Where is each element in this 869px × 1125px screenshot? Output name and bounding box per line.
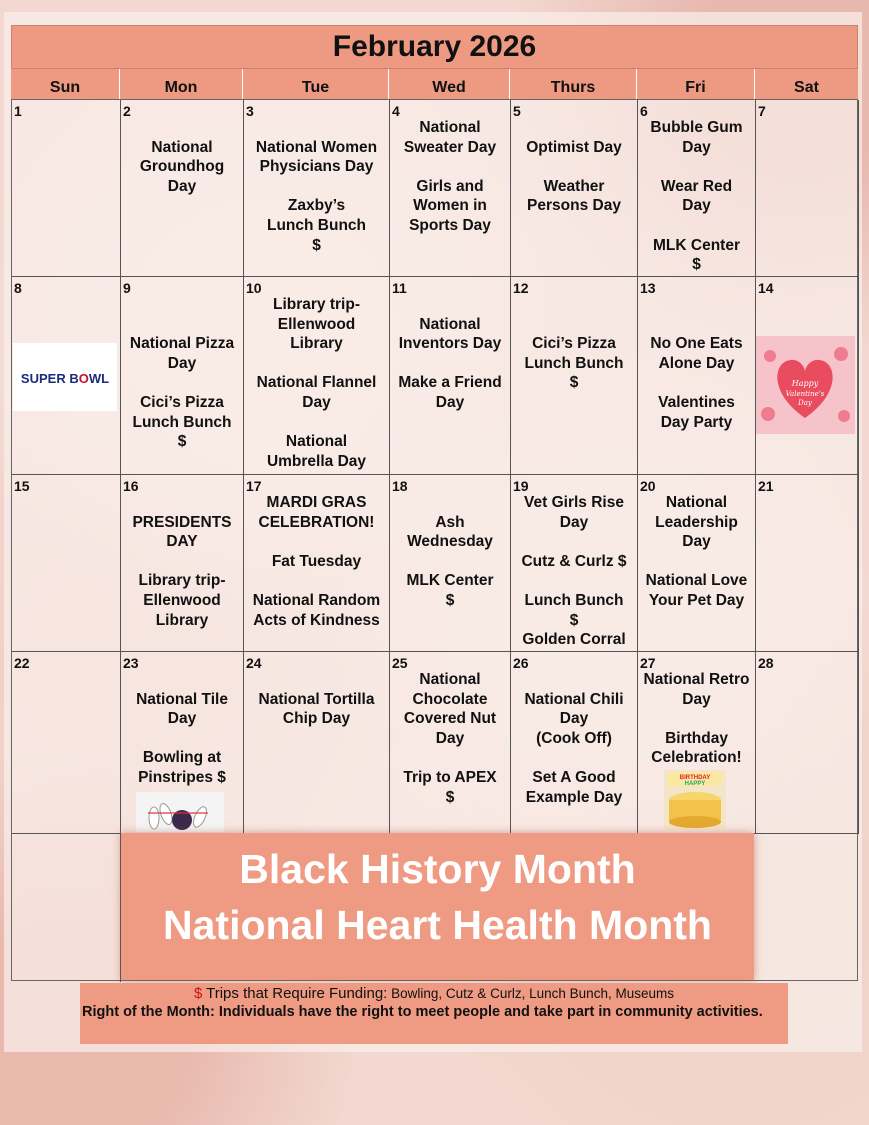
funding-label: Trips that Require Funding:	[206, 985, 388, 1002]
day-number: 13	[640, 280, 656, 296]
day-number: 11	[392, 280, 407, 296]
day-events: Library trip- Ellenwood Library National Flannel Day National Umbrella Day	[256, 296, 377, 470]
day-number: 5	[513, 103, 521, 119]
day-cell	[638, 277, 756, 475]
day-number: 15	[14, 478, 30, 494]
right-of-the-month: Right of the Month: Individuals have the right to meet people and take part in community activities.	[82, 1004, 763, 1020]
day-cell	[12, 652, 121, 834]
day-cell	[390, 277, 511, 475]
day-events: National Groundhog Day	[139, 138, 225, 195]
day-cell	[511, 475, 638, 652]
svg-text:BIRTHDAY: BIRTHDAY	[679, 775, 711, 781]
birthday-cake-image	[664, 770, 726, 830]
empty-bottom-cell	[12, 834, 121, 982]
day-number: 18	[392, 478, 408, 494]
day-cell	[121, 475, 244, 652]
day-events: National Retro Day Birthday Celebration!	[643, 671, 750, 767]
day-events: PRESIDENTS DAY Library trip- Ellenwood Library	[132, 513, 232, 629]
day-number: 24	[246, 655, 262, 671]
day-number: 16	[123, 478, 139, 494]
day-number: 28	[758, 655, 774, 671]
day-cell	[511, 100, 638, 277]
day-number: 14	[758, 280, 774, 296]
day-events: Vet Girls Rise Day Cutz & Curlz $ Lunch Bunch $ Golden Corral	[521, 494, 627, 649]
day-number: 19	[513, 478, 529, 494]
day-cell	[390, 475, 511, 652]
funding-list: Bowling, Cutz & Curlz, Lunch Bunch, Museums	[391, 986, 674, 1001]
day-cell	[121, 277, 244, 475]
day-number: 4	[392, 103, 400, 119]
day-number: 12	[513, 280, 529, 296]
day-number: 8	[14, 280, 22, 296]
day-cell	[638, 100, 756, 277]
bowling-image	[136, 792, 224, 832]
day-events: Optimist Day Weather Persons Day	[526, 138, 622, 215]
day-events: National Chili Day (Cook Off) Set A Good Example Day	[524, 690, 624, 806]
day-number: 10	[246, 280, 262, 296]
svg-text:Valentine's: Valentine's	[785, 390, 825, 398]
day-events: National Pizza Day Cici’s Pizza Lunch Bunch $	[129, 335, 235, 451]
day-name-sat: Sat	[755, 69, 858, 99]
day-number: 1	[14, 103, 22, 119]
day-cell	[390, 652, 511, 834]
day-number: 23	[123, 655, 139, 671]
day-events: National Inventors Day Make a Friend Day	[398, 315, 502, 411]
day-name-wed: Wed	[389, 69, 510, 99]
day-events: National Chocolate Covered Nut Day Trip to APEX $	[403, 671, 497, 806]
day-name-tue: Tue	[243, 69, 389, 99]
day-cell	[756, 475, 859, 652]
day-name-mon: Mon	[120, 69, 243, 99]
day-name-sun: Sun	[11, 69, 120, 99]
day-number: 3	[246, 103, 254, 119]
day-number: 2	[123, 103, 131, 119]
day-number: 26	[513, 655, 529, 671]
day-number: 27	[640, 655, 656, 671]
day-number: 9	[123, 280, 131, 296]
dollar-sign: $	[194, 985, 203, 1002]
day-cell	[244, 100, 390, 277]
day-cell	[121, 100, 244, 277]
day-number: 20	[640, 478, 656, 494]
day-events: Bubble Gum Day Wear Red Day MLK Center $	[650, 119, 743, 274]
day-cell	[12, 475, 121, 652]
day-number: 21	[758, 478, 774, 494]
day-number: 17	[246, 478, 262, 494]
day-events: Cici’s Pizza Lunch Bunch $	[524, 335, 624, 392]
svg-text:HAPPY: HAPPY	[684, 781, 706, 787]
valentine-card-image	[756, 336, 855, 434]
day-cell	[756, 652, 859, 834]
banner-line-1: Black History Month	[239, 846, 636, 892]
funding-note	[80, 985, 788, 1002]
calendar-title: February 2026	[11, 25, 858, 69]
day-cell	[638, 475, 756, 652]
day-cell	[511, 652, 638, 834]
day-name-header	[11, 69, 858, 99]
day-events: National Women Physicians Day Zaxby’s Lunch Bunch $	[255, 138, 378, 254]
day-cell	[12, 100, 121, 277]
day-events: National Sweater Day Girls and Women in Sports Day	[403, 119, 497, 234]
day-cell	[756, 100, 859, 277]
super-bowl-logo	[13, 343, 117, 411]
day-cell	[511, 277, 638, 475]
day-number: 6	[640, 103, 648, 119]
day-events: No One Eats Alone Day Valentines Day Party	[650, 335, 743, 431]
day-events: National Tile Day Bowling at Pinstripes $	[136, 690, 228, 786]
monthly-observances-banner	[121, 833, 754, 980]
day-cell	[244, 277, 390, 475]
day-events: Ash Wednesday MLK Center $	[406, 513, 494, 609]
day-cell	[244, 475, 390, 652]
day-events: National Tortilla Chip Day	[258, 690, 375, 728]
svg-text:SUPER BOWL: SUPER BOWL	[20, 371, 110, 386]
day-cell	[390, 100, 511, 277]
svg-text:Day: Day	[798, 399, 812, 407]
day-number: 7	[758, 103, 766, 119]
day-name-fri: Fri	[637, 69, 755, 99]
banner-line-2: National Heart Health Month	[163, 902, 712, 948]
day-number: 22	[14, 655, 30, 671]
day-cell	[244, 652, 390, 834]
day-name-thurs: Thurs	[510, 69, 637, 99]
svg-text:Happy: Happy	[791, 379, 819, 388]
day-events: National Leadership Day National Love Your Pet Day	[645, 494, 748, 609]
day-events: MARDI GRAS CELEBRATION! Fat Tuesday National Random Acts of Kindness	[252, 494, 381, 629]
footer-notes	[80, 983, 788, 1044]
day-number: 25	[392, 655, 408, 671]
